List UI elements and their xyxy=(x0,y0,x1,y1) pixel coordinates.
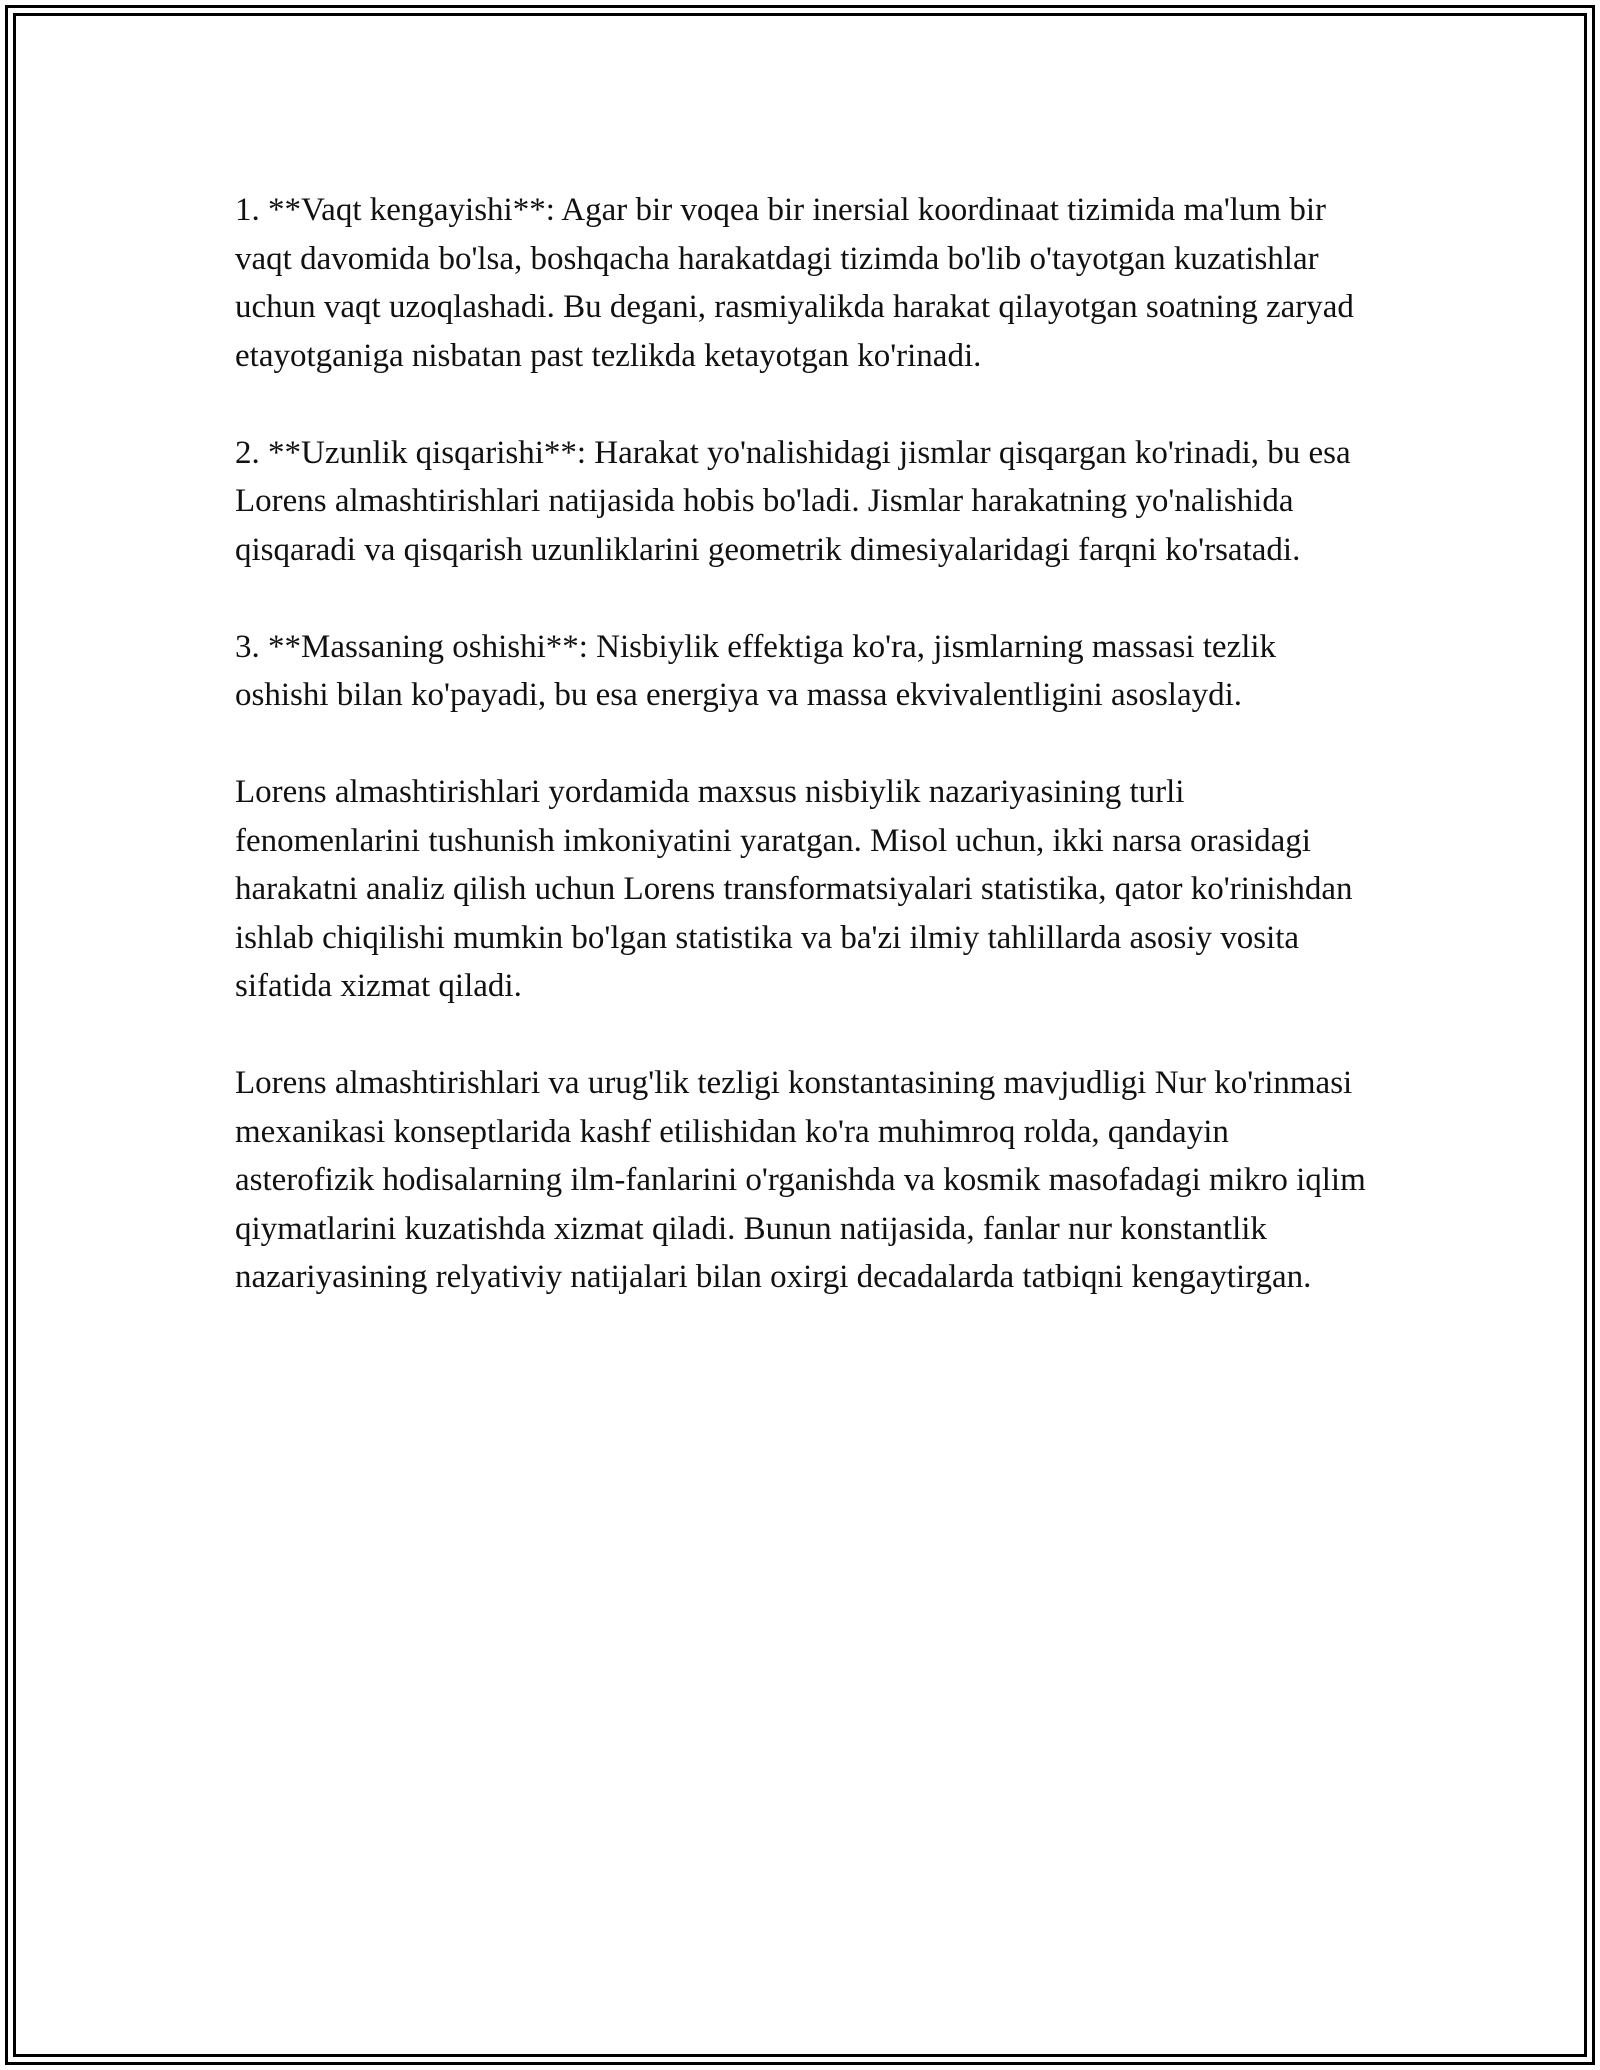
paragraph-lorentz-conclusion: Lorens almashtirishlari va urug'lik tezligi konstantasining mavjudligi Nur ko'rinmasi mexanikasi konseptlarida kashf etilishidan ko'ra muhimroq rolda, qandayin asterofizik hodisalarning ilm-fanlarini o'rganishda va kosmik masofadagi mikro iqlim qiymatlarini kuzatishda xizmat qiladi. Bunun natijasida, fanlar nur konstantlik nazariyasining relyativiy natijalari bilan oxirgi decadalarda tatbiqni kengaytirgan. xyxy=(235,1065,1366,1295)
paragraph-lorentz-applications: Lorens almashtirishlari yordamida maxsus nisbiylik nazariyasining turli fenomenlarini tushunish imkoniyatini yaratgan. Misol uchun, ikki narsa orasidagi harakatni analiz qilish uchun Lorens transformatsiyalari statistika, qator ko'rinishdan ishlab chiqilishi mumkin bo'lgan statistika va ba'zi ilmiy tahlillarda asosiy vosita sifatida xizmat qiladi. xyxy=(235,774,1353,1004)
paragraph-mass-increase: 3. **Massaning oshishi**: Nisbiylik effektiga ko'ra, jismlarning massasi tezlik oshishi bilan ko'payadi, bu esa energiya va massa ekvivalentligini asoslaydi. xyxy=(235,628,1277,713)
document-body xyxy=(235,186,1375,1350)
paragraph-length-contraction: 2. **Uzunlik qisqarishi**: Harakat yo'nalishidagi jismlar qisqargan ko'rinadi, bu esa Lorens almashtirishlari natijasida hobis bo'ladi. Jismlar harakatning yo'nalishida qisqaradi va qisqarish uzunliklarini geometrik dimesiyalaridagi farqni ko'rsatadi. xyxy=(235,434,1351,568)
paragraph-time-dilation: 1. **Vaqt kengayishi**: Agar bir voqea bir inersial koordinaat tizimida ma'lum bir vaqt davomida bo'lsa, boshqacha harakatdagi tizimda bo'lib o'tayotgan kuzatishlar uchun vaqt uzoqlashadi. Bu degani, rasmiyalikda harakat qilayotgan soatning zaryad etayotganiga nisbatan past tezlikda ketayotgan ko'rinadi. xyxy=(235,192,1354,374)
